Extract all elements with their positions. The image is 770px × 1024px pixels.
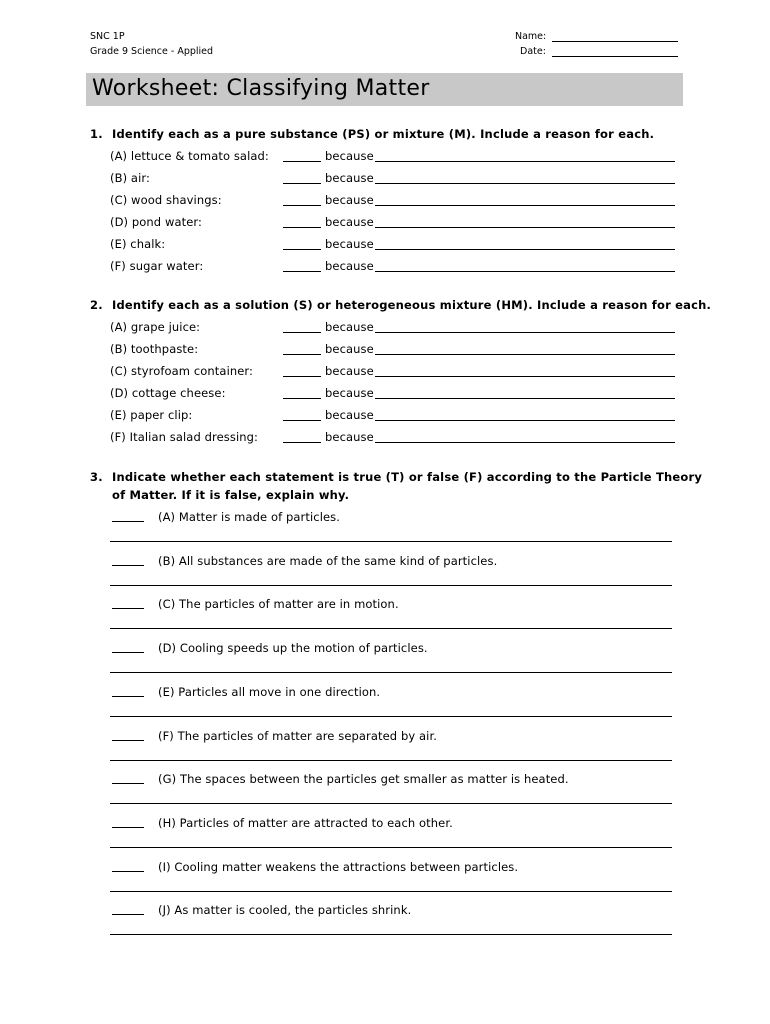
q1-item-0-reason-field[interactable] <box>375 161 675 162</box>
q2-item-5-answer-field[interactable] <box>283 442 321 443</box>
q3-statement-8-tf-field[interactable] <box>112 871 144 872</box>
date-label: Date: <box>520 46 546 57</box>
q2-item-1-label: (B) toothpaste: <box>110 342 199 356</box>
q3-number: 3. <box>90 470 103 484</box>
q3-statement-2-explain-field[interactable] <box>110 628 672 629</box>
q2-item-2-reason-field[interactable] <box>375 376 675 377</box>
q2-item-3-label: (D) cottage cheese: <box>110 386 226 400</box>
q3-statement-7-text: (H) Particles of matter are attracted to each other. <box>158 815 453 830</box>
q3-statement-7-tf-field[interactable] <box>112 827 144 828</box>
q1-item-3-because: because <box>325 215 374 229</box>
q1-item-5-label: (F) sugar water: <box>110 259 204 273</box>
q1-item-2-because: because <box>325 193 374 207</box>
q2-item-1-reason-field[interactable] <box>375 354 675 355</box>
q3-statement-5-text: (F) The particles of matter are separated by air. <box>158 728 437 743</box>
q3-statement-5-tf-field[interactable] <box>112 740 144 741</box>
q2-item-2-answer-field[interactable] <box>283 376 321 377</box>
q2-item-0-reason-field[interactable] <box>375 332 675 333</box>
q1-item-3-reason-field[interactable] <box>375 227 675 228</box>
course-code: SNC 1P <box>90 31 125 42</box>
q2-item-0-label: (A) grape juice: <box>110 320 201 334</box>
q2-item-4-reason-field[interactable] <box>375 420 675 421</box>
q3-statement-7-explain-field[interactable] <box>110 847 672 848</box>
q2-item-1-answer-field[interactable] <box>283 354 321 355</box>
q3-statement-1-tf-field[interactable] <box>112 565 144 566</box>
q3-statement-0-explain-field[interactable] <box>110 541 672 542</box>
q1-item-1-label: (B) air: <box>110 171 150 185</box>
q1-item-4-answer-field[interactable] <box>283 249 321 250</box>
q3-prompt-line1: Indicate whether each statement is true (T) or false (F) according to the Particle Theory <box>112 470 703 484</box>
q2-item-1-because: because <box>325 342 374 356</box>
q1-item-2-reason-field[interactable] <box>375 205 675 206</box>
q1-item-1-reason-field[interactable] <box>375 183 675 184</box>
q2-item-3-reason-field[interactable] <box>375 398 675 399</box>
q3-statement-1-explain-field[interactable] <box>110 585 672 586</box>
name-field[interactable] <box>552 41 678 42</box>
q3-statement-9-tf-field[interactable] <box>112 914 144 915</box>
q3-statement-6-tf-field[interactable] <box>112 783 144 784</box>
name-label: Name: <box>515 31 547 42</box>
q1-item-1-because: because <box>325 171 374 185</box>
q3-statement-3-text: (D) Cooling speeds up the motion of particles. <box>158 641 428 656</box>
q3-statement-0-text: (A) Matter is made of particles. <box>158 510 341 524</box>
q3-statement-0-tf-field[interactable] <box>112 521 144 522</box>
q3-statement-6-explain-field[interactable] <box>110 803 672 804</box>
q3-statement-9-explain-field[interactable] <box>110 934 672 935</box>
q1-item-0-label: (A) lettuce & tomato salad: <box>110 149 269 163</box>
date-field[interactable] <box>552 56 678 57</box>
page-title: Worksheet: Classifying Matter <box>92 76 430 101</box>
q3-statement-6-text: (G) The spaces between the particles get smaller as matter is heated. <box>158 772 569 787</box>
q1-prompt: Identify each as a pure substance (PS) or mixture (M). Include a reason for each. <box>112 127 655 141</box>
q2-item-2-because: because <box>325 364 374 378</box>
q2-item-4-because: because <box>325 408 374 422</box>
q3-statement-4-tf-field[interactable] <box>112 696 144 697</box>
q1-item-4-reason-field[interactable] <box>375 249 675 250</box>
q3-statement-1-text: (B) All substances are made of the same kind of particles. <box>158 553 498 568</box>
q1-item-5-answer-field[interactable] <box>283 271 321 272</box>
q2-item-4-answer-field[interactable] <box>283 420 321 421</box>
course-name: Grade 9 Science - Applied <box>90 46 214 57</box>
q1-item-5-because: because <box>325 259 374 273</box>
q1-item-1-answer-field[interactable] <box>283 183 321 184</box>
q3-statement-9-text: (J) As matter is cooled, the particles shrink. <box>158 903 412 918</box>
q2-item-5-reason-field[interactable] <box>375 442 675 443</box>
q1-item-0-because: because <box>325 149 374 163</box>
q1-item-3-label: (D) pond water: <box>110 215 203 229</box>
q2-prompt: Identify each as a solution (S) or heterogeneous mixture (HM). Include a reason for each. <box>112 298 712 312</box>
q1-item-5-reason-field[interactable] <box>375 271 675 272</box>
q2-item-5-label: (F) Italian salad dressing: <box>110 430 258 444</box>
q2-number: 2. <box>90 298 103 312</box>
q3-statement-4-explain-field[interactable] <box>110 716 672 717</box>
q1-item-4-because: because <box>325 237 374 251</box>
q1-item-4-label: (E) chalk: <box>110 237 166 251</box>
q3-statement-4-text: (E) Particles all move in one direction. <box>158 684 381 699</box>
q2-item-0-because: because <box>325 320 374 334</box>
q2-item-3-because: because <box>325 386 374 400</box>
q1-item-3-answer-field[interactable] <box>283 227 321 228</box>
q3-prompt-line2: of Matter. If it is false, explain why. <box>112 488 350 502</box>
q1-item-2-label: (C) wood shavings: <box>110 193 222 207</box>
q1-number: 1. <box>90 127 103 141</box>
q2-item-5-because: because <box>325 430 374 444</box>
q3-statement-5-explain-field[interactable] <box>110 760 672 761</box>
q3-statement-2-tf-field[interactable] <box>112 608 144 609</box>
q2-item-2-label: (C) styrofoam container: <box>110 364 254 378</box>
q1-item-0-answer-field[interactable] <box>283 161 321 162</box>
q2-item-4-label: (E) paper clip: <box>110 408 193 422</box>
q3-statement-3-explain-field[interactable] <box>110 672 672 673</box>
q3-statement-8-explain-field[interactable] <box>110 891 672 892</box>
q3-statement-2-text: (C) The particles of matter are in motion. <box>158 597 399 612</box>
q2-item-0-answer-field[interactable] <box>283 332 321 333</box>
q2-item-3-answer-field[interactable] <box>283 398 321 399</box>
q3-statement-3-tf-field[interactable] <box>112 652 144 653</box>
q1-item-2-answer-field[interactable] <box>283 205 321 206</box>
title-bar <box>86 73 683 106</box>
q3-statement-8-text: (I) Cooling matter weakens the attractions between particles. <box>158 859 519 874</box>
